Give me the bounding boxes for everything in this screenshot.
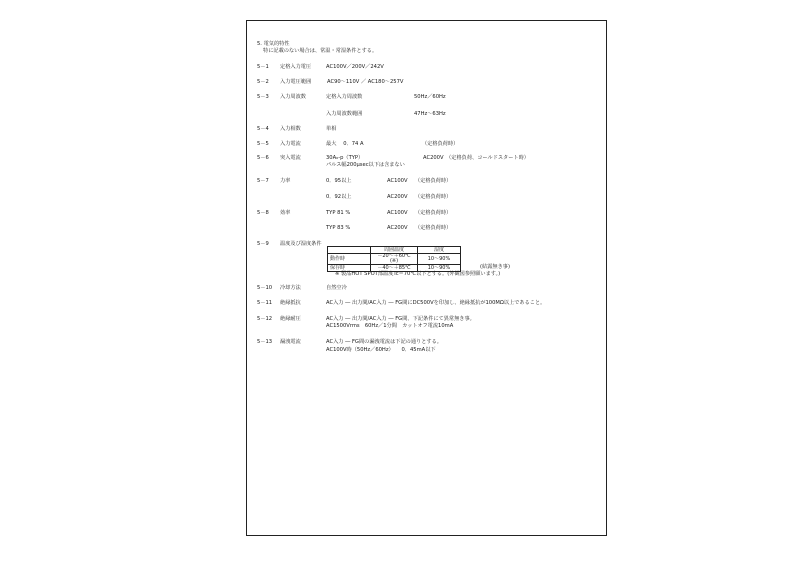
item-value: AC100V時（50Hz／60Hz） 0．45mA以下 xyxy=(326,347,436,353)
item-label: 定格入力電圧 xyxy=(280,64,312,70)
section-heading: 5. 電気的特性 xyxy=(257,41,290,47)
item-number: 5－12 xyxy=(257,316,273,322)
table-cell: 保存時 xyxy=(328,265,371,272)
item-label: 入力電流 xyxy=(280,141,301,147)
item-value: 入力周波数範囲 xyxy=(326,111,363,117)
item-value: AC入力 ― 出力間/AC入力 ― FG間、下記条件にて異常無き事。 xyxy=(326,316,475,322)
item-value-2: 50Hz／60Hz xyxy=(414,94,446,100)
item-value-2: AC200V xyxy=(387,194,408,200)
environment-table xyxy=(327,246,461,272)
item-label: 絶縁抵抗 xyxy=(280,300,301,306)
item-label: 絶縁耐圧 xyxy=(280,316,301,322)
item-number: 5－11 xyxy=(257,300,273,306)
table-cell: 10～90% xyxy=(418,254,461,265)
item-subnote: パルス幅200μsec以下は含まない xyxy=(326,162,405,168)
item-value: 30A₀-p（TYP） xyxy=(326,155,364,161)
item-number: 5－1 xyxy=(257,64,269,70)
item-value-2: AC200V （定格負荷、コールドスタート時） xyxy=(423,155,529,161)
item-value-2: AC100V xyxy=(387,178,408,184)
item-number: 5－8 xyxy=(257,210,269,216)
table-row xyxy=(328,254,461,265)
item-label: 突入電流 xyxy=(280,155,301,161)
item-label: 入力電圧範囲 xyxy=(280,79,312,85)
item-value: AC1500Vrms 60Hz／1分間 カットオフ電流10mA xyxy=(326,323,454,329)
item-condition: （定格負荷時） xyxy=(422,141,459,147)
table-cell: －20～＋60℃(※) xyxy=(371,254,418,265)
item-value: 自然空冷 xyxy=(326,285,347,291)
table-header-cell xyxy=(328,247,371,254)
item-condition: （定格負荷時） xyxy=(415,225,452,231)
table-cell: 10～90% xyxy=(418,265,461,272)
item-number: 5－6 xyxy=(257,155,269,161)
item-number: 5－2 xyxy=(257,79,269,85)
item-value: TYP 81 % xyxy=(326,210,351,216)
item-label: 力率 xyxy=(280,178,291,184)
item-condition: （定格負荷時） xyxy=(415,178,452,184)
item-number: 5－5 xyxy=(257,141,269,147)
item-number: 5－4 xyxy=(257,126,269,132)
item-condition: （定格負荷時） xyxy=(415,194,452,200)
table-side-note: (結露無き事) xyxy=(480,264,510,270)
item-value-2: 47Hz～63Hz xyxy=(414,111,446,117)
item-value: AC入力 ― FG間の漏洩電流は下記の通りとする。 xyxy=(326,339,442,345)
item-value: AC90～110V ／ AC180～257V xyxy=(327,79,404,85)
item-value-2: AC100V xyxy=(387,210,408,216)
table-header-cell: 湿度 xyxy=(418,247,461,254)
item-value-2: AC200V xyxy=(387,225,408,231)
item-label: 入力相数 xyxy=(280,126,301,132)
item-label: 温度及び湿度条件 xyxy=(280,241,322,247)
item-number: 5－10 xyxy=(257,285,273,291)
item-label: 効率 xyxy=(280,210,291,216)
section-note: 特に記載のない場合は、常温・常湿条件とする。 xyxy=(263,48,378,54)
item-number: 5－3 xyxy=(257,94,269,100)
item-value: AC100V／200V／242V xyxy=(326,64,384,70)
table-header-cell: 周囲温度 xyxy=(371,247,418,254)
table-cell: －40～＋85℃ xyxy=(371,265,418,272)
item-value: 単相 xyxy=(326,126,337,132)
item-label: 冷却方法 xyxy=(280,285,301,291)
item-value: 0．95以上 xyxy=(326,178,352,184)
item-number: 5－13 xyxy=(257,339,273,345)
item-number: 5－7 xyxy=(257,178,269,184)
item-value: TYP 83 % xyxy=(326,225,351,231)
item-label: 入力周波数 xyxy=(280,94,306,100)
item-value: 最大 0．74 A xyxy=(326,141,364,147)
table-footnote: ※ 製品HOT SPOT部温度Tc＝70℃以下とする。(外観図参照願います。) xyxy=(335,271,501,277)
item-value: 0．92以上 xyxy=(326,194,352,200)
item-value: 定格入力周波数 xyxy=(326,94,363,100)
document-page xyxy=(246,20,607,536)
item-number: 5－9 xyxy=(257,241,269,247)
item-condition: （定格負荷時） xyxy=(415,210,452,216)
item-label: 漏洩電流 xyxy=(280,339,301,345)
item-value: AC入力 ― 出力間/AC入力 ― FG間にDC500Vを印加し、絶縁抵抗が100MΩ以上であること。 xyxy=(326,300,546,306)
table-cell: 動作時 xyxy=(328,254,371,265)
